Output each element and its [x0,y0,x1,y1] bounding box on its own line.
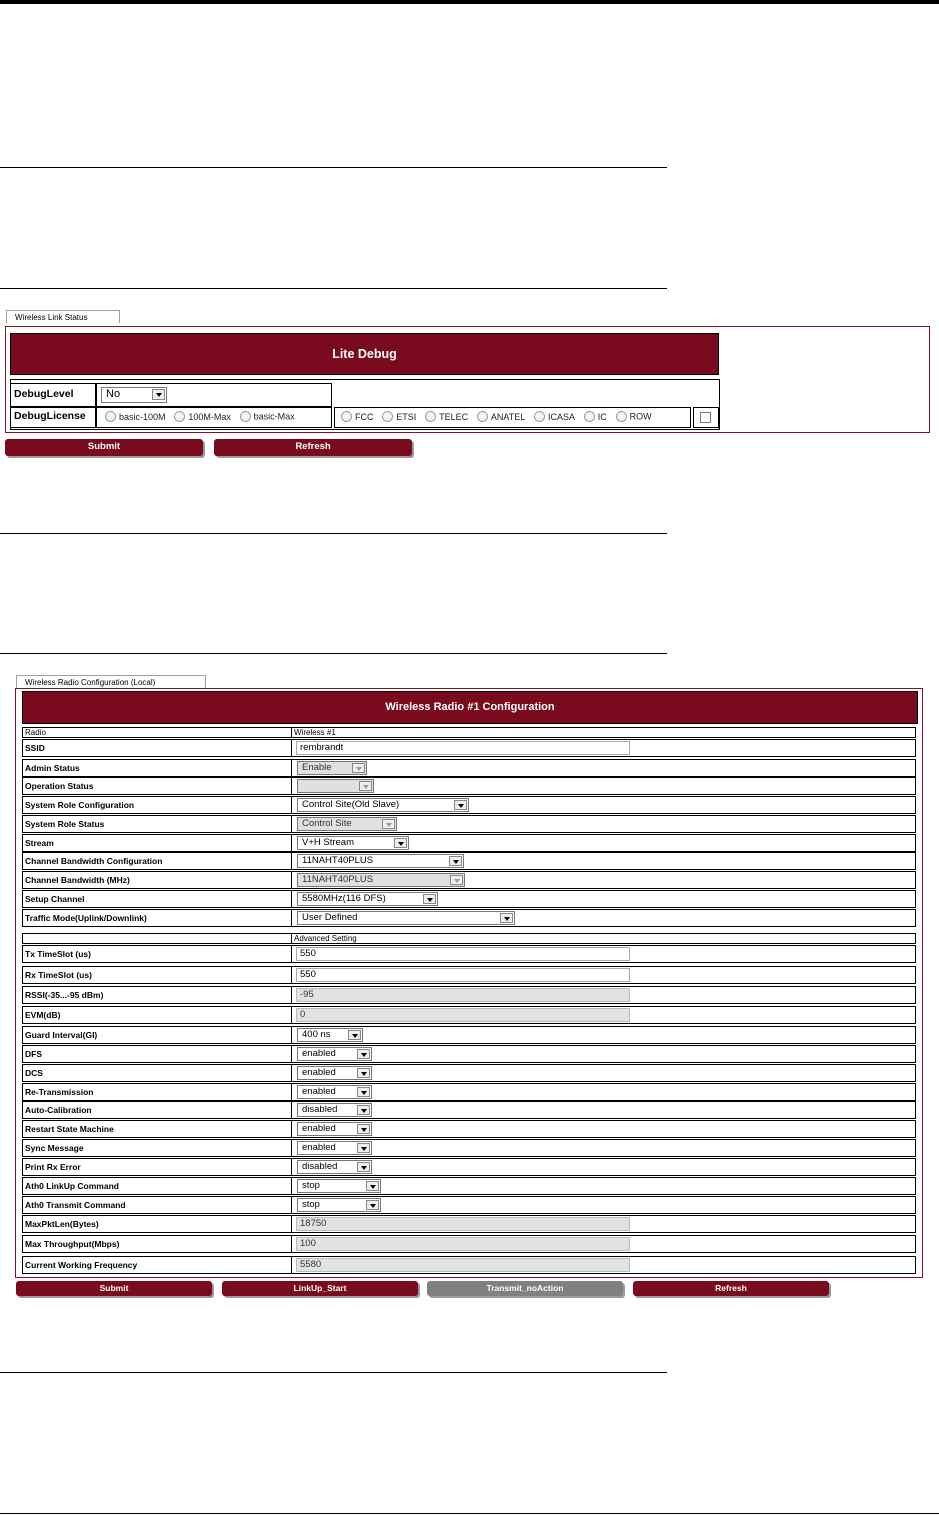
chevron-down-icon [366,1200,379,1210]
guard-interval-gi-select[interactable] [297,1028,363,1042]
dcs-select[interactable] [297,1066,372,1080]
chevron-down-icon [357,1068,370,1078]
chevron-down-icon [423,894,436,904]
debug-level-label: DebugLevel [10,383,96,407]
radio-fcc[interactable] [341,411,352,422]
setup-channel-select[interactable] [297,892,438,906]
select-value: 11NAHT40PLUS [302,855,374,866]
ath0-transmit-command-select[interactable] [297,1198,381,1212]
top-border [0,0,939,4]
radio-row [22,727,916,738]
select-value: Control Site [302,818,352,829]
admin-status-select [297,761,367,775]
select-value: enabled [302,1123,336,1134]
tab-wireless-link-status[interactable]: Wireless Link Status [6,310,120,323]
field-value-cell [292,1236,915,1252]
tab-wireless-radio-configuration[interactable]: Wireless Radio Configuration (Local) [16,675,206,688]
radio-ic[interactable] [584,411,595,422]
field-value-cell [292,987,915,1003]
config-row [22,1196,916,1214]
chevron-down-icon [382,819,395,829]
field-value-cell [292,1197,915,1213]
chevron-down-icon [359,781,372,791]
config-row [22,890,916,908]
field-value-cell [292,740,915,756]
config-refresh-button[interactable]: Refresh [633,1281,829,1296]
field-label: Ath0 LinkUp Command [23,1178,292,1194]
radio-label: basic-100M [119,411,166,422]
license-checkbox-cell [693,407,719,428]
chevron-down-icon [357,1124,370,1134]
radio-label: TELEC [439,411,469,422]
debug-license-label: DebugLicense [10,407,96,428]
config-row [22,777,916,795]
field-value-cell [292,853,915,869]
radio-label: ETSI [396,411,417,422]
field-value-cell [292,891,915,907]
field-label: Setup Channel [23,891,292,907]
select-value: stop [302,1180,320,1191]
field-label: Rx TimeSlot (us) [23,967,292,983]
transmit-noaction-button[interactable]: Transmit_noAction [427,1281,623,1296]
field-label: System Role Status [23,816,292,832]
field-value-cell [292,1121,915,1137]
rx-timeslot-us-input[interactable]: 550 [296,968,630,982]
radio-100m-max[interactable] [174,411,185,422]
config-row [22,871,916,889]
field-label: EVM(dB) [23,1007,292,1023]
field-label: Auto-Calibration [23,1102,292,1118]
field-value-cell [292,816,915,832]
select-value: Control Site(Old Slave) [302,799,400,810]
config-row [22,1215,916,1233]
select-value: enabled [302,1086,336,1097]
field-label: Admin Status [23,760,292,776]
config-row [22,1235,916,1253]
config-row [22,1045,916,1063]
field-label: MaxPktLen(Bytes) [23,1216,292,1232]
field-value-cell [292,1084,915,1100]
config-row [22,739,916,757]
config-row [22,1064,916,1082]
radio-label: ROW [629,411,652,422]
radio-etsi[interactable] [382,411,393,422]
field-value-cell [292,946,915,962]
traffic-mode-uplink-downlink-select[interactable] [297,911,515,925]
config-row [22,1120,916,1138]
advanced-label [23,934,292,943]
field-label: Sync Message [23,1140,292,1156]
license-group-1 [96,407,332,428]
select-value: 5580MHz(116 DFS) [302,893,386,904]
select-value: enabled [302,1048,336,1059]
field-value-cell [292,1027,915,1043]
field-label: Stream [23,835,292,851]
advanced-header-row [22,933,916,944]
field-value-cell [292,1216,915,1232]
field-label: Restart State Machine [23,1121,292,1137]
operation-status-select [297,779,374,793]
evm-db-readonly-field: 0 [296,1008,630,1022]
debug-level-select[interactable]: No [101,387,167,403]
radio-basic-max[interactable] [240,411,251,422]
license-group-2 [334,407,691,428]
ssid-input[interactable]: rembrandt [296,741,630,755]
stream-select[interactable] [297,836,409,850]
field-value-cell [292,910,915,926]
tx-timeslot-us-input[interactable]: 550 [296,947,630,961]
config-row [22,1256,916,1274]
field-value-cell [292,1159,915,1175]
restart-state-machine-select[interactable] [297,1122,372,1136]
chevron-down-icon [366,1181,379,1191]
config-row [22,815,916,833]
dfs-select[interactable] [297,1047,372,1061]
field-label: Channel Bandwidth (MHz) [23,872,292,888]
field-label: Print Rx Error [23,1159,292,1175]
field-value-cell [292,778,915,794]
config-row [22,834,916,852]
config-row [22,796,916,814]
radio-telec[interactable] [425,411,436,422]
config-row [22,759,916,777]
field-label: Re-Transmission [23,1084,292,1100]
select-value: stop [302,1199,320,1210]
chevron-down-icon [357,1049,370,1059]
chevron-down-icon [450,875,463,885]
divider [0,1513,939,1514]
chevron-down-icon [394,838,407,848]
config-row [22,1026,916,1044]
radio-basic-100m[interactable] [105,411,116,422]
rssi-35-95-dbm-readonly-field: -95 [296,988,630,1002]
radio-value: Wireless #1 [294,728,336,737]
radio-label: Radio [23,728,292,737]
select-value: enabled [302,1142,336,1153]
field-label: Guard Interval(GI) [23,1027,292,1043]
maxpktlen-bytes-readonly-field: 18750 [296,1217,630,1231]
field-value-cell [292,1140,915,1156]
select-value: Enable [302,762,332,773]
system-role-status-select [297,817,397,831]
field-value-cell [292,797,915,813]
chevron-down-icon [357,1143,370,1153]
channel-bandwidth-configuration-select[interactable] [297,854,464,868]
config-row [22,1101,916,1119]
debug-submit-button[interactable]: Submit [5,439,203,456]
max-throughput-mbps-readonly-field: 100 [296,1237,630,1251]
select-value: V+H Stream [302,837,355,848]
field-value-cell [292,1065,915,1081]
sync-message-select[interactable] [297,1141,372,1155]
chevron-down-icon [500,913,513,923]
auto-calibration-select[interactable] [297,1103,372,1117]
select-value: 400 ns [302,1029,331,1040]
divider [0,288,667,289]
field-value-cell [292,1046,915,1062]
select-value: disabled [302,1161,338,1172]
chevron-down-icon [152,389,165,400]
channel-bandwidth-mhz-select [297,873,465,887]
select-value: User Defined [302,912,358,923]
field-value-cell [292,1178,915,1194]
config-row [22,986,916,1004]
config-row [22,1177,916,1195]
system-role-configuration-select[interactable] [297,798,469,812]
radio-label: IC [597,411,607,422]
chevron-down-icon [454,800,467,810]
config-row [22,1083,916,1101]
current-working-frequency-readonly-field: 5580 [296,1258,630,1272]
radio-label: ANATEL [490,411,526,422]
chevron-down-icon [449,856,462,866]
field-value-cell [292,1007,915,1023]
divider [0,167,667,168]
field-label: DFS [23,1046,292,1062]
chevron-down-icon [357,1087,370,1097]
field-value-cell [292,872,915,888]
config-row [22,1158,916,1176]
debug-level-cell [96,383,332,407]
radio-label: FCC [355,411,374,422]
field-label: Max Throughput(Mbps) [23,1236,292,1252]
radio-label: 100M-Max [188,411,231,422]
field-label: Channel Bandwidth Configuration [23,853,292,869]
field-label: RSSI(-35...-95 dBm) [23,987,292,1003]
select-value: 11NAHT40PLUS [302,874,374,885]
config-row [22,909,916,927]
debug-title: Lite Debug [10,333,719,375]
radio-label: basic-Max [253,411,295,422]
select-value: disabled [302,1104,338,1115]
chevron-down-icon [357,1105,370,1115]
divider [0,533,667,534]
config-row [22,1006,916,1024]
field-value-cell [292,1257,915,1273]
chevron-down-icon [357,1162,370,1172]
config-row [22,966,916,984]
license-checkbox[interactable] [700,412,711,423]
print-rx-error-select[interactable] [297,1160,372,1174]
config-row [22,945,916,963]
field-label: System Role Configuration [23,797,292,813]
divider [0,1372,667,1373]
config-submit-button[interactable]: Submit [16,1281,212,1296]
field-label: Traffic Mode(Uplink/Downlink) [23,910,292,926]
field-label: Ath0 Transmit Command [23,1197,292,1213]
field-label: DCS [23,1065,292,1081]
debug-refresh-button[interactable]: Refresh [214,439,412,456]
field-value-cell [292,1102,915,1118]
chevron-down-icon [352,763,365,773]
radio-icasa[interactable] [534,411,545,422]
divider [0,653,667,654]
radio-anatel[interactable] [477,411,488,422]
field-value-cell [292,967,915,983]
linkup-start-button[interactable]: LinkUp_Start [222,1281,418,1296]
config-row [22,1139,916,1157]
advanced-title: Advanced Setting [294,934,357,943]
select-value: enabled [302,1067,336,1078]
radio-label: ICASA [548,411,576,422]
config-row [22,852,916,870]
field-value-cell [292,835,915,851]
ath0-linkup-command-select[interactable] [297,1179,381,1193]
field-label: Tx TimeSlot (us) [23,946,292,962]
field-label: Current Working Frequency [23,1257,292,1273]
field-label: Operation Status [23,778,292,794]
chevron-down-icon [348,1030,361,1040]
field-value-cell [292,760,915,776]
radio-row[interactable] [616,411,627,422]
config-title: Wireless Radio #1 Configuration [22,691,918,724]
field-label: SSID [23,740,292,756]
re-transmission-select[interactable] [297,1085,372,1099]
